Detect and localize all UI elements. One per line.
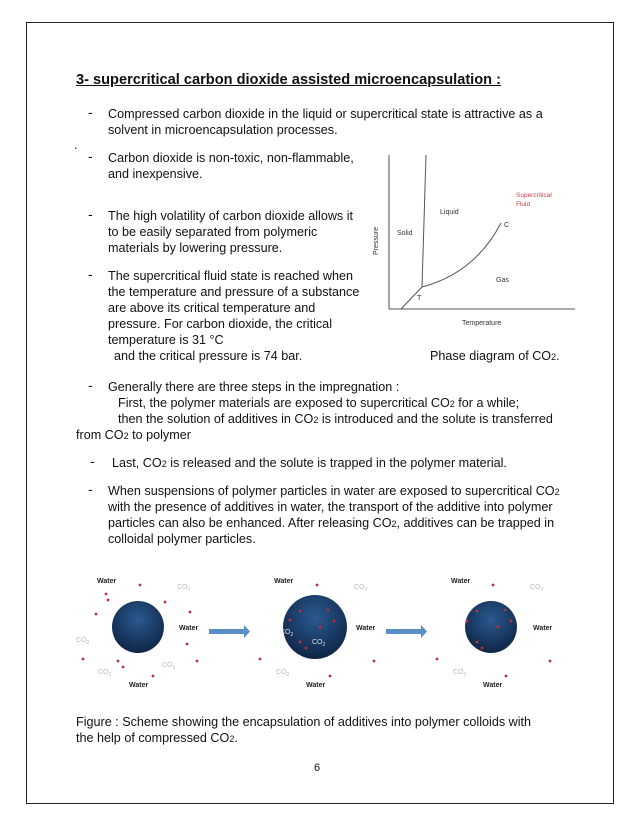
bullet-4-line-6: and the critical pressure is 74 bar. xyxy=(114,349,303,363)
additive-dot xyxy=(299,610,302,613)
additive-dot xyxy=(373,660,376,663)
region-gas: Gas xyxy=(496,277,509,284)
stray-dot: . xyxy=(74,138,78,152)
co2-label: $CO_2$ xyxy=(177,584,191,593)
melting-curve xyxy=(422,155,426,287)
co2-label: $CO_2$ xyxy=(280,629,294,638)
co2-label: $CO_2$ xyxy=(312,639,326,648)
additive-dot xyxy=(327,609,330,612)
y-axis-label: Pressure xyxy=(373,226,380,255)
additive-dot xyxy=(492,584,495,587)
co2-label: $CO_2$ xyxy=(276,669,290,678)
bullet-5-line-2: First, the polymer materials are exposed to supercritical CO2 for a while; xyxy=(118,396,520,410)
bullet-5-line-3: then the solution of additives in CO2 is introduced and the solute is transferred xyxy=(118,412,553,426)
co2-label: $CO_2$ xyxy=(530,584,544,593)
bullet-7-line-2: with the presence of additives in water, the transport of the additive into polymer xyxy=(108,500,553,514)
section-title: 3- supercritical carbon dioxide assisted microencapsulation : xyxy=(76,72,501,88)
bullet-1-line-1: Compressed carbon dioxide in the liquid or supercritical state is attractive as a xyxy=(108,107,543,121)
triple-point-label: T xyxy=(417,295,422,302)
additive-dot xyxy=(196,660,199,663)
water-label: Water xyxy=(451,578,471,585)
additive-dot xyxy=(316,584,319,587)
co2-label: $CO_2$ xyxy=(162,662,176,671)
water-label: Water xyxy=(129,682,149,689)
bullet-4-line-5: temperature is 31 °C xyxy=(108,333,224,347)
polymer-particle-1 xyxy=(112,601,164,653)
bullet-dash: - xyxy=(88,377,93,393)
bullet-dash: - xyxy=(88,481,93,497)
co2-label: $CO_2$ xyxy=(453,669,467,678)
region-liquid: Liquid xyxy=(440,209,459,216)
figure-caption-line-1: Figure : Scheme showing the encapsulation of additives into polymer colloids with xyxy=(76,715,532,729)
bullet-dash: - xyxy=(90,453,95,469)
region-supercritical-2: Fluid xyxy=(516,201,531,208)
additive-dot xyxy=(333,620,336,623)
arrow-2 xyxy=(386,625,427,638)
arrow-1 xyxy=(209,625,250,638)
additive-dot xyxy=(319,626,322,629)
additive-dot xyxy=(504,609,507,612)
region-solid: Solid xyxy=(397,230,413,237)
additive-dot xyxy=(436,658,439,661)
polymer-particle-3-loaded xyxy=(465,601,517,653)
additive-dot xyxy=(107,599,110,602)
page-number: 6 xyxy=(314,762,321,774)
additive-dot xyxy=(481,647,484,650)
additive-dot xyxy=(510,620,513,623)
additive-dot xyxy=(186,643,189,646)
additive-dot xyxy=(117,660,120,663)
bullet-2-line-1: Carbon dioxide is non-toxic, non-flammable, xyxy=(108,151,354,165)
bullet-4-line-4: pressure. For carbon dioxide, the critical xyxy=(108,317,332,331)
water-label: Water xyxy=(274,578,294,585)
co2-label: $CO_2$ xyxy=(76,637,90,646)
additive-dot xyxy=(497,626,500,629)
bullet-4-line-3: are above its critical temperature and xyxy=(108,301,316,315)
water-label: Water xyxy=(97,578,117,585)
bullet-7-line-3: particles can also be enhanced. After releasing CO2, additives can be trapped in xyxy=(108,516,555,530)
x-axis-label: Temperature xyxy=(462,320,502,327)
water-label: Water xyxy=(356,625,376,632)
additive-dot xyxy=(476,641,479,644)
additive-dot xyxy=(122,666,125,669)
water-label: Water xyxy=(179,625,199,632)
additive-dot xyxy=(82,658,85,661)
region-supercritical-1: Supercritical xyxy=(516,192,552,199)
critical-point-label: C xyxy=(504,222,510,229)
vaporization-curve xyxy=(422,223,501,287)
water-label: Water xyxy=(306,682,326,689)
additive-dot xyxy=(152,675,155,678)
additive-dot xyxy=(139,584,142,587)
additive-dot xyxy=(299,641,302,644)
phase-diagram-caption: Phase diagram of CO2. xyxy=(430,349,560,363)
bullet-7-line-4: colloidal polymer particles. xyxy=(108,532,256,546)
phase-diagram xyxy=(365,155,575,335)
additive-dot xyxy=(476,610,479,613)
bullet-2-line-2: and inexpensive. xyxy=(108,167,203,181)
co2-label: $CO_2$ xyxy=(354,584,368,593)
bullet-4-line-1: The supercritical fluid state is reached when xyxy=(108,269,354,283)
bullet-dash: - xyxy=(88,266,93,282)
bullet-3-line-3: materials by lowering pressure. xyxy=(108,241,283,255)
additive-dot xyxy=(329,675,332,678)
bullet-4-line-2: the temperature and pressure of a substance xyxy=(108,285,360,299)
bullet-3-line-2: to be easily separated from polymeric xyxy=(108,225,318,239)
water-label: Water xyxy=(533,625,553,632)
bullet-dash: - xyxy=(88,104,93,120)
figure-caption-line-2: the help of compressed CO2. xyxy=(76,731,238,745)
bullet-6-line-1: Last, CO2 is released and the solute is trapped in the polymer material. xyxy=(112,456,507,470)
bullet-7-line-1: When suspensions of polymer particles in water are exposed to supercritical CO2 xyxy=(108,484,560,498)
bullet-3-line-1: The high volatility of carbon dioxide allows it xyxy=(108,209,354,223)
additive-dot xyxy=(549,660,552,663)
additive-dot xyxy=(189,611,192,614)
additive-dot xyxy=(164,601,167,604)
polymer-particle-2-swollen xyxy=(283,595,347,659)
additive-dot xyxy=(466,620,469,623)
bullet-5-line-1: Generally there are three steps in the impregnation : xyxy=(108,380,400,394)
bullet-dash: - xyxy=(88,206,93,222)
bullet-dash: - xyxy=(88,148,93,164)
water-label: Water xyxy=(483,682,503,689)
bullet-5-line-4: from CO2 to polymer xyxy=(76,428,191,442)
additive-dot xyxy=(95,613,98,616)
additive-dot xyxy=(505,675,508,678)
encapsulation-scheme xyxy=(70,570,570,695)
bullet-1-line-2: solvent in microencapsulation processes. xyxy=(108,123,338,137)
additive-dot xyxy=(289,619,292,622)
additive-dot xyxy=(259,658,262,661)
co2-label: $CO_2$ xyxy=(98,669,112,678)
additive-dot xyxy=(105,593,108,596)
additive-dot xyxy=(305,647,308,650)
